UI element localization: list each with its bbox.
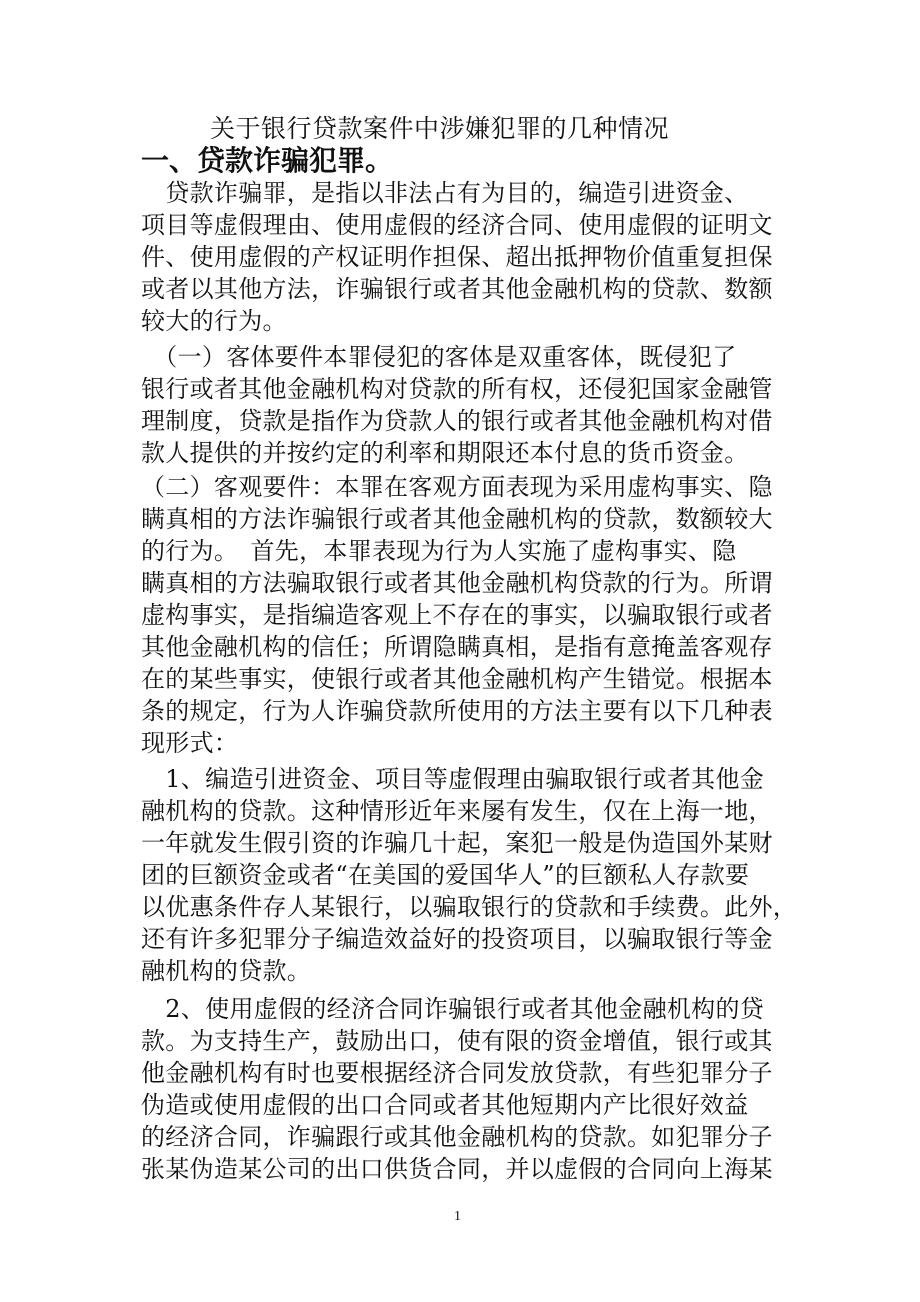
text-line: 件、使用虚假的产权证明作担保、超出抵押物价值重复担保 (141, 243, 773, 271)
text-line: 条的规定，行为人诈骗贷款所使用的方法主要有以下几种表 (141, 697, 773, 725)
text-line: 项目等虚假理由、使用虚假的经济合同、使用虚假的证明文 (141, 211, 773, 239)
text-line: 款。为支持生产，鼓励出口，使有限的资金增值，银行或其 (141, 1027, 773, 1055)
text-line: （一）客体要件本罪侵犯的客体是双重客体，既侵犯了 (141, 343, 737, 371)
text-line: 的经济合同，诈骗跟行或其他金融机构的贷款。如犯罪分子 (141, 1123, 773, 1151)
text-line: 团的巨额资金或者“在美国的爱国华人”的巨额私人存款要 (141, 861, 750, 889)
page-number: 1 (454, 1209, 461, 1224)
text-line: 张某伪造某公司的出口供货合同，并以虚假的合同向上海某 (141, 1155, 773, 1183)
text-line: 银行或者其他金融机构对贷款的所有权，还侵犯国家金融管 (141, 375, 773, 403)
section-heading: 一、贷款诈骗犯罪。 (141, 144, 394, 177)
text-line: 的行为。 首先，本罪表现为行为人实施了虚构事实、隐 (141, 537, 737, 565)
text-line: 一年就发生假引资的诈骗几十起，案犯一般是伪造国外某财 (141, 829, 773, 857)
text-line: 瞒真相的方法诈骗银行或者其他金融机构的贷款，数额较大 (141, 505, 773, 533)
text-line: 款人提供的并按约定的利率和期限还本付息的货币资金。 (141, 439, 749, 467)
document-title: 关于银行贷款案件中涉嫌犯罪的几种情况 (210, 114, 670, 143)
text-line: 融机构的贷款。这种情形近年来屡有发生，仅在上海一地， (141, 797, 773, 825)
text-line: 虚构事实，是指编造客观上不存在的事实，以骗取银行或者 (141, 601, 773, 629)
text-line: （二）客观要件：本罪在客观方面表现为采用虚构事实、隐 (141, 473, 773, 501)
text-line: 在的某些事实，使银行或者其他金融机构产生错觉。根据本 (141, 665, 773, 693)
text-line: 瞒真相的方法骗取银行或者其他金融机构贷款的行为。所谓 (141, 569, 773, 597)
text-line: 或者以其他方法，诈骗银行或者其他金融机构的贷款、数额 (141, 275, 773, 303)
text-line: 以优惠条件存人某银行，以骗取银行的贷款和手续费。此外， (141, 893, 798, 921)
text-line: 理制度，贷款是指作为贷款人的银行或者其他金融机构对借 (141, 407, 773, 435)
text-line: 贷款诈骗罪，是指以非法占有为目的，编造引进资金、 (141, 179, 749, 207)
text-line: 现形式： (141, 729, 239, 757)
text-line: 还有许多犯罪分子编造效益好的投资项目，以骗取银行等金 (141, 925, 773, 953)
text-line: 伪造或使用虚假的出口合同或者其他短期内产比很好效益 (141, 1091, 749, 1119)
text-line: 他金融机构有时也要根据经济合同发放贷款，有些犯罪分子 (141, 1059, 773, 1087)
text-line: 2、使用虚假的经济合同诈骗银行或者其他金融机构的贷 (141, 995, 765, 1023)
text-line: 其他金融机构的信任；所谓隐瞒真相，是指有意掩盖客观存 (141, 633, 773, 661)
text-line: 1、编造引进资金、项目等虚假理由骗取银行或者其他金 (141, 765, 765, 793)
text-line: 融机构的贷款。 (141, 957, 312, 985)
text-line: 较大的行为。 (141, 307, 287, 335)
